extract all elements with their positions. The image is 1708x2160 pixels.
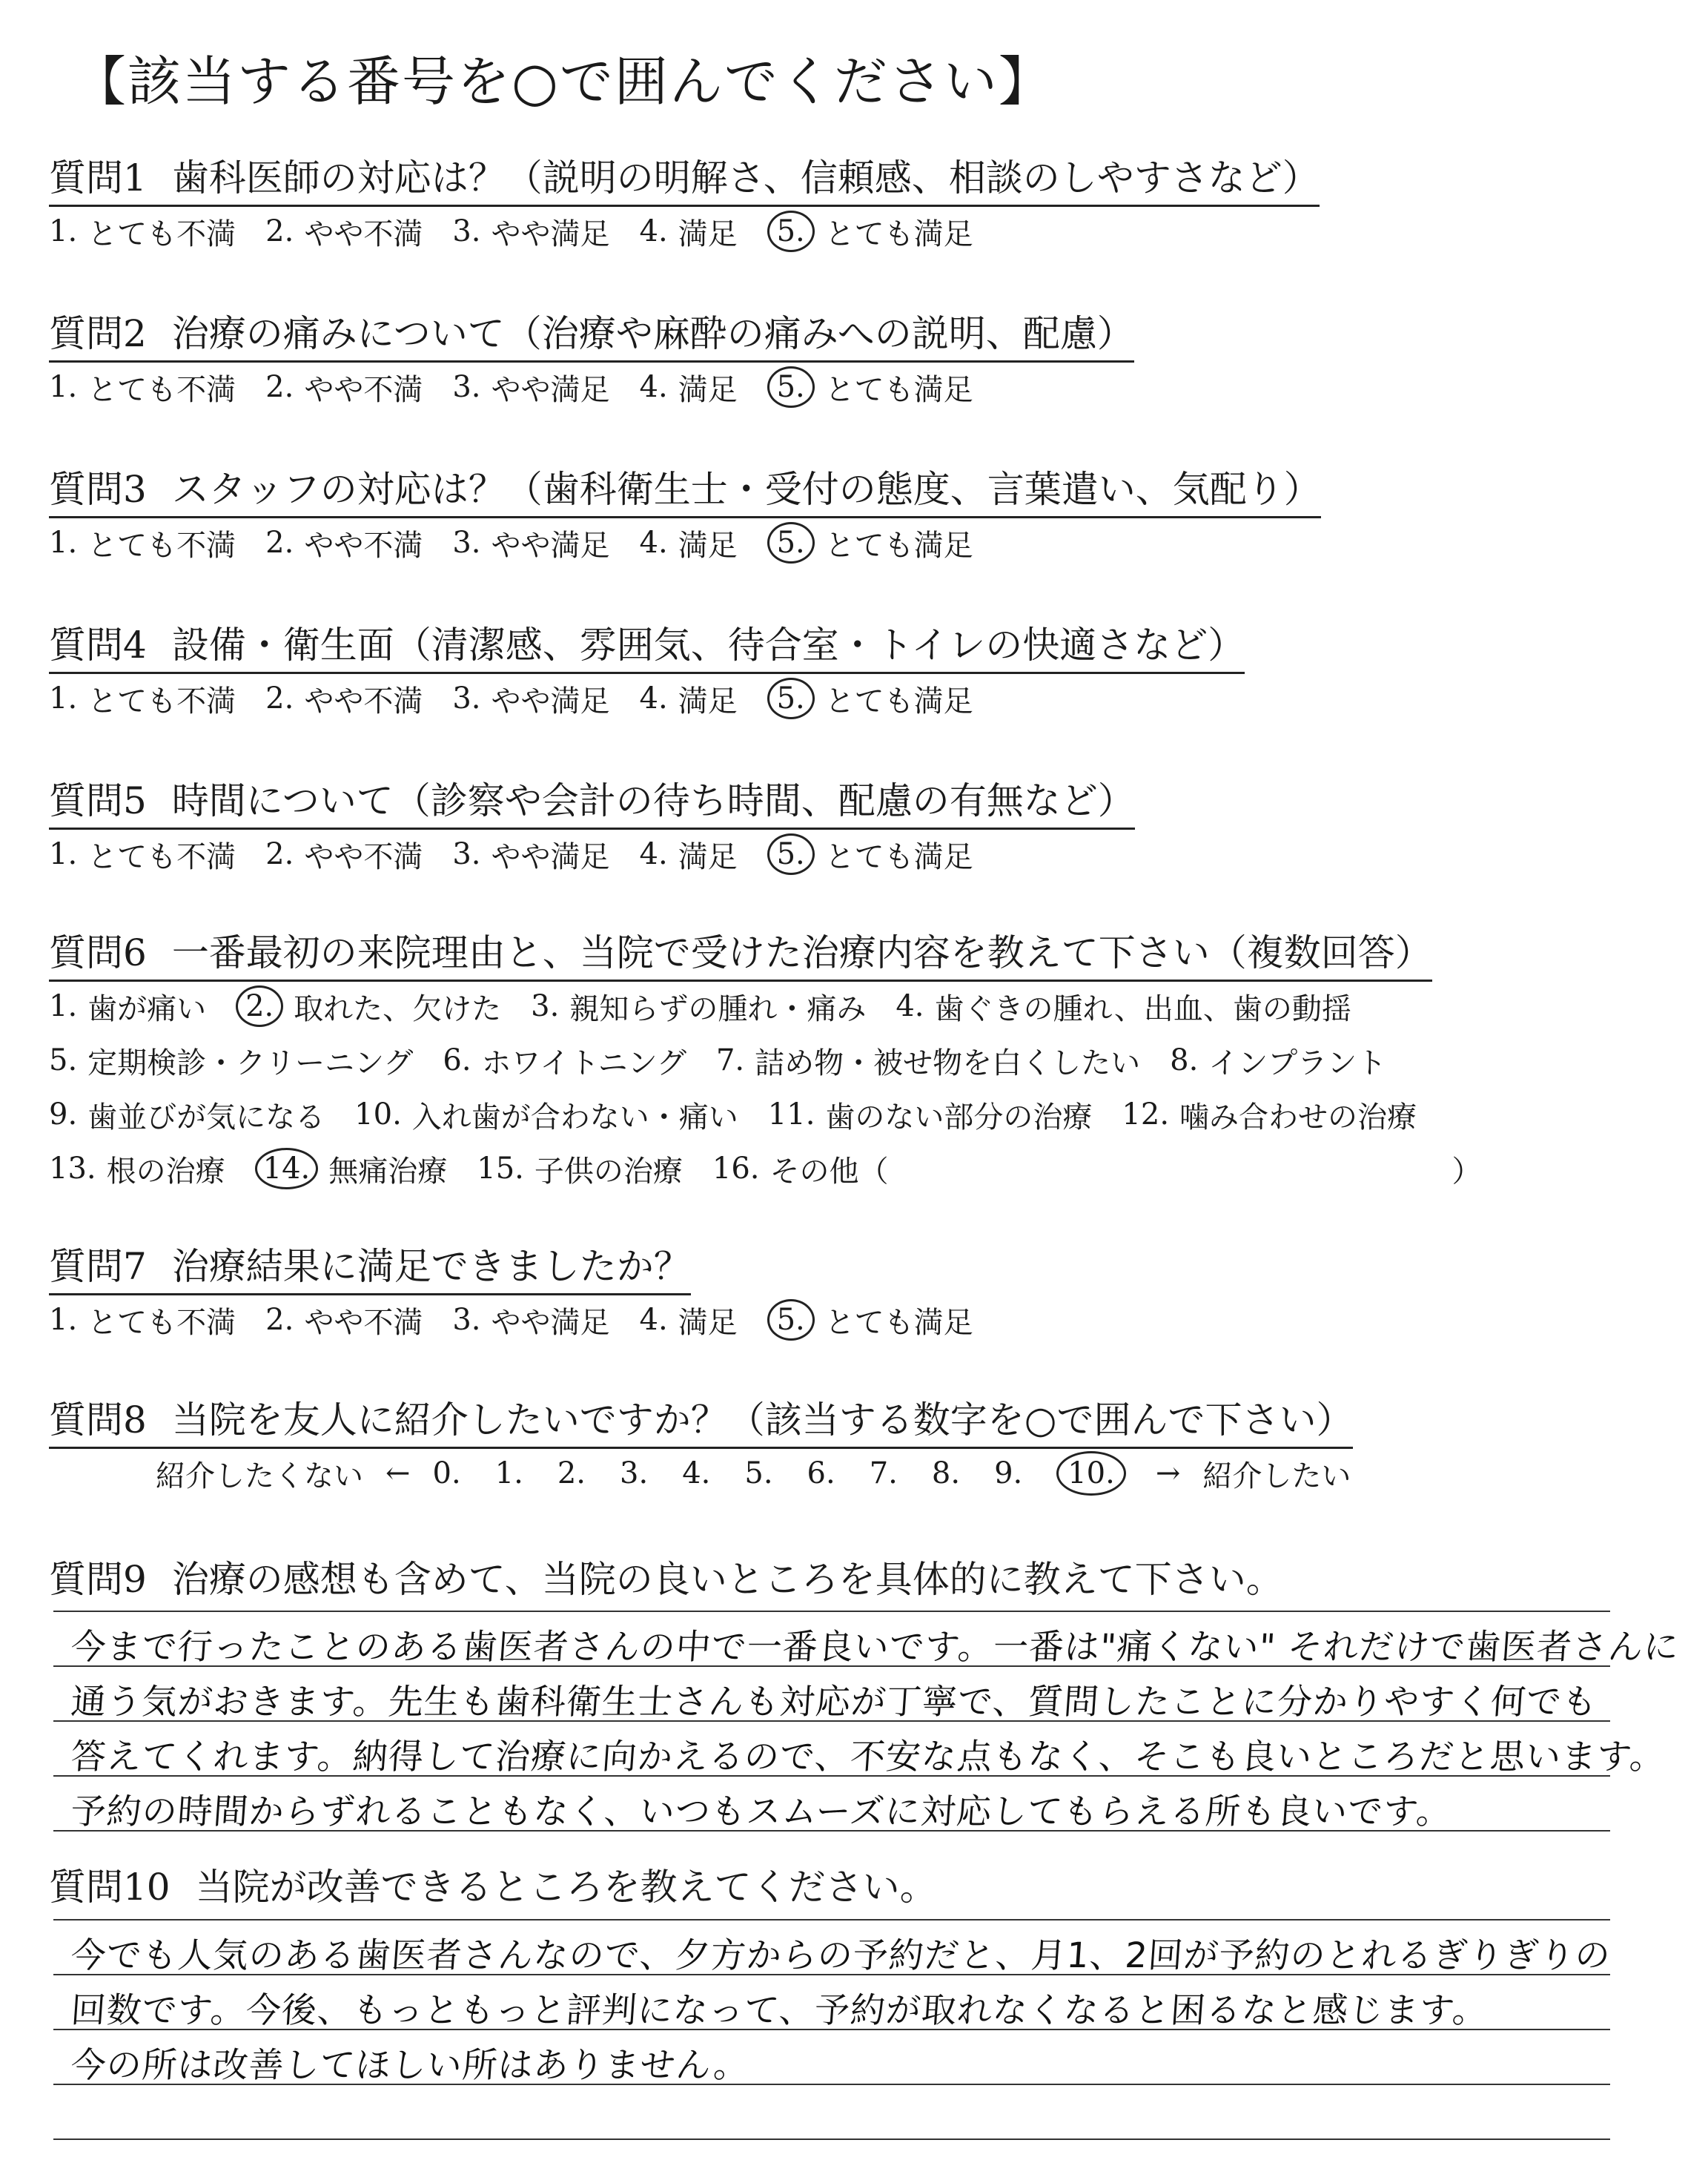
question-3-title <box>49 460 1321 518</box>
option-2[interactable]: 2. やや不満 <box>265 837 423 874</box>
selection-circle: 5. <box>767 366 815 408</box>
question-5-title <box>49 771 1135 830</box>
question-6-options-row-4 <box>49 1145 1512 1192</box>
option-3[interactable]: 3. やや満足 <box>452 526 610 563</box>
option-11[interactable]: 11. 歯のない部分の治療 <box>767 1097 1093 1135</box>
question-number: 質問7 <box>49 1245 147 1288</box>
option-9[interactable]: 9. 歯並びが気になる <box>49 1097 325 1135</box>
option-5-selected[interactable]: 5. とても満足 <box>767 678 973 720</box>
option-1[interactable]: 1. とても不満 <box>49 681 236 719</box>
option-2[interactable]: 2. やや不満 <box>265 214 423 251</box>
answer-line <box>53 1919 1610 1920</box>
option-16-other[interactable]: 16. その他（ ） <box>712 1148 1482 1190</box>
option-2[interactable]: 2. やや不満 <box>265 526 423 563</box>
option-1[interactable]: 1. とても不満 <box>49 1303 236 1340</box>
question-6-options-row-3 <box>49 1091 1446 1138</box>
option-1[interactable]: 1. とても不満 <box>49 837 236 874</box>
scale-0[interactable]: 0. <box>432 1456 461 1490</box>
option-3[interactable]: 3. やや満足 <box>452 214 610 251</box>
scale-left-label: 紹介したくない <box>156 1459 363 1493</box>
scale-3[interactable]: 3. <box>620 1456 649 1490</box>
option-5-selected[interactable]: 5. とても満足 <box>767 1299 973 1341</box>
question-4-options <box>49 675 1003 722</box>
selection-circle: 5. <box>767 678 815 719</box>
question-number: 質問6 <box>49 931 147 974</box>
option-3[interactable]: 3. やや満足 <box>452 1303 610 1340</box>
option-3[interactable]: 3. やや満足 <box>452 370 610 407</box>
selection-circle: 5. <box>767 211 815 252</box>
instruction-heading: 【該当する番号を○で囲んでください】 <box>73 50 1053 113</box>
option-3[interactable]: 3. やや満足 <box>452 837 610 874</box>
question-number: 質問10 <box>49 1866 171 1909</box>
option-6[interactable]: 6. ホワイトニング <box>443 1043 686 1080</box>
question-8-title <box>49 1390 1353 1449</box>
question-2-options <box>49 363 1003 411</box>
option-15[interactable]: 15. 子供の治療 <box>477 1152 683 1189</box>
question-7-options <box>49 1296 1003 1344</box>
question-6-options-row-2 <box>49 1037 1416 1084</box>
right-arrow-icon: → <box>1155 1456 1181 1490</box>
scale-4[interactable]: 4. <box>682 1456 711 1490</box>
question-3-options <box>49 519 1003 567</box>
option-3[interactable]: 3. 親知らずの腫れ・痛み <box>531 989 867 1026</box>
option-10[interactable]: 10. 入れ歯が合わない・痛い <box>354 1097 738 1135</box>
selection-circle: 5. <box>767 1299 815 1341</box>
selection-circle: 5. <box>767 522 815 564</box>
option-4[interactable]: 4. 満足 <box>639 526 738 563</box>
option-1[interactable]: 1. 歯が痛い <box>49 989 207 1026</box>
q9-answer-line-4[interactable]: 予約の時間からずれることもなく、いつもスムーズに対応してもらえる所も良いです。 <box>69 1791 1454 1832</box>
scale-6[interactable]: 6. <box>807 1456 835 1490</box>
question-text: 一番最初の来院理由と、当院で受けた治療内容を教えて下さい（複数回答） <box>171 931 1432 974</box>
option-1[interactable]: 1. とても不満 <box>49 526 236 563</box>
selection-circle: 14. <box>255 1148 319 1189</box>
question-1-title <box>49 148 1320 207</box>
selection-circle: 2. <box>236 985 283 1027</box>
question-6-options-row-1 <box>49 982 1381 1030</box>
option-2[interactable]: 2. やや不満 <box>265 370 423 407</box>
scale-2[interactable]: 2. <box>557 1456 586 1490</box>
answer-line <box>53 2138 1610 2140</box>
q10-answer-line-1[interactable]: 今でも人気のある歯医者さんなので、夕方からの予約だと、月1、2回が予約のとれるぎりぎりの <box>69 1935 1612 1976</box>
option-4[interactable]: 4. 満足 <box>639 1303 738 1340</box>
question-number: 質問3 <box>49 468 147 511</box>
question-9-title <box>49 1550 1283 1606</box>
question-number: 質問4 <box>49 624 147 667</box>
option-3[interactable]: 3. やや満足 <box>452 681 610 719</box>
question-text: スタッフの対応は？（歯科衛生士・受付の態度、言葉遣い、気配り） <box>171 468 1321 511</box>
q9-answer-line-3[interactable]: 答えてくれます。納得して治療に向かえるので、不安な点もなく、そこも良いところだと思います。 <box>69 1737 1667 1777</box>
question-7-title <box>49 1237 691 1295</box>
other-close-paren: ） <box>1452 1154 1482 1189</box>
question-text: 治療結果に満足できましたか？ <box>171 1245 691 1288</box>
option-1[interactable]: 1. とても不満 <box>49 214 236 251</box>
q10-answer-line-3[interactable]: 今の所は改善してほしい所はありません。 <box>69 2045 751 2086</box>
scale-9[interactable]: 9. <box>994 1456 1023 1490</box>
question-2-title <box>49 304 1134 363</box>
question-text: 時間について（診察や会計の待ち時間、配慮の有無など） <box>171 779 1135 822</box>
question-text: 当院を友人に紹介したいですか？（該当する数字を○で囲んで下さい） <box>171 1398 1354 1441</box>
option-5-selected[interactable]: 5. とても満足 <box>767 211 973 253</box>
option-14-selected[interactable]: 14. 無痛治療 <box>255 1148 448 1190</box>
option-4[interactable]: 4. 満足 <box>639 681 738 719</box>
option-2[interactable]: 2. やや不満 <box>265 1303 423 1340</box>
option-8[interactable]: 8. インプラント <box>1170 1043 1387 1080</box>
option-2[interactable]: 2. やや不満 <box>265 681 423 719</box>
selection-circle: 5. <box>767 833 815 875</box>
option-5-selected[interactable]: 5. とても満足 <box>767 833 973 876</box>
scale-5[interactable]: 5. <box>744 1456 773 1490</box>
question-text: 治療の痛みについて（治療や麻酔の痛みへの説明、配慮） <box>171 312 1134 355</box>
option-7[interactable]: 7. 詰め物・被せ物を白くしたい <box>715 1043 1141 1080</box>
scale-7[interactable]: 7. <box>869 1456 898 1490</box>
question-6-title <box>49 923 1432 982</box>
question-number: 質問2 <box>49 312 147 355</box>
question-1-options <box>49 208 1003 255</box>
option-5-selected[interactable]: 5. とても満足 <box>767 522 973 564</box>
option-5[interactable]: 5. 定期検診・クリーニング <box>49 1043 414 1080</box>
option-13[interactable]: 13. 根の治療 <box>49 1152 225 1189</box>
option-4[interactable]: 4. 満足 <box>639 370 738 407</box>
q9-answer-line-1[interactable]: 今まで行ったことのある歯医者さんの中で一番良いです。一番は"痛くない" それだけで歯医者さんに <box>69 1627 1681 1668</box>
answer-line <box>53 1611 1610 1612</box>
option-4[interactable]: 4. 満足 <box>639 214 738 251</box>
scale-8[interactable]: 8. <box>931 1456 961 1490</box>
question-text: 歯科医師の対応は？（説明の明解さ、信頼感、相談のしやすさなど） <box>171 156 1320 199</box>
option-12[interactable]: 12. 噛み合わせの治療 <box>1122 1097 1417 1135</box>
question-5-options <box>49 830 1003 878</box>
question-number: 質問8 <box>49 1398 147 1441</box>
option-2-selected[interactable]: 2. 取れた、欠けた <box>236 985 501 1028</box>
question-text: 設備・衛生面（清潔感、雰囲気、待合室・トイレの快適さなど） <box>171 624 1245 667</box>
question-10-title <box>49 1857 937 1914</box>
question-8-scale <box>156 1450 1373 1497</box>
question-number: 質問5 <box>49 779 147 822</box>
question-text: 当院が改善できるところを教えてください。 <box>195 1866 937 1909</box>
scale-right-label: 紹介したい <box>1202 1459 1351 1493</box>
left-arrow-icon: ← <box>385 1456 411 1490</box>
question-4-title <box>49 615 1245 674</box>
question-number: 質問9 <box>49 1558 147 1601</box>
option-4[interactable]: 4. 歯ぐきの腫れ、出血、歯の動揺 <box>896 989 1351 1026</box>
question-text: 治療の感想も含めて、当院の良いところを具体的に教えて下さい。 <box>171 1558 1283 1601</box>
q10-answer-line-2[interactable]: 回数です。今後、もっともっと評判になって、予約が取れなくなると困るなと感じます。 <box>69 1990 1490 2031</box>
q9-answer-line-2[interactable]: 通う気がおきます。先生も歯科衛生士さんも対応が丁寧で、質問したことに分かりやすく何でも <box>69 1682 1599 1723</box>
scale-10-selected[interactable]: 10. <box>1056 1451 1126 1496</box>
option-4[interactable]: 4. 満足 <box>639 837 738 874</box>
question-number: 質問1 <box>49 156 147 199</box>
scale-1[interactable]: 1. <box>494 1456 523 1490</box>
option-5-selected[interactable]: 5. とても満足 <box>767 366 973 409</box>
option-1[interactable]: 1. とても不満 <box>49 370 236 407</box>
